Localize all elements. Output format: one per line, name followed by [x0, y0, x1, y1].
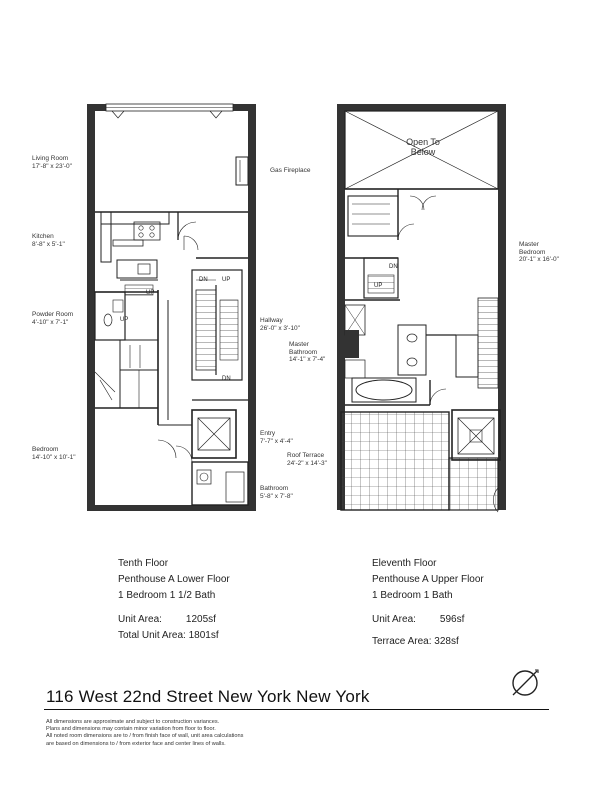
kitchen-label [32, 233, 65, 248]
powder-room-name: Powder Room [32, 311, 74, 318]
note-line-1: All dimensions are approximate and subject to construction variances. [46, 719, 220, 725]
eleventh-floor-info [372, 556, 484, 650]
eleventh-floor-title: Eleventh Floor [372, 558, 437, 569]
powder-room-label [32, 311, 73, 326]
master-bedroom-name: Master Bedroom [519, 241, 546, 256]
address-title: 116 West 22nd Street New York New York [46, 687, 370, 706]
kitchen-dim: 8'-8" x 5'-1" [32, 240, 65, 248]
note-line-2: Plans and dimensions may contain minor variation from floor to floor. [46, 726, 216, 733]
eleventh-floor-unit: Penthouse A Upper Floor [372, 574, 484, 585]
eleventh-unit-area-label: Unit Area: [372, 614, 416, 625]
stair-dn-label-2: DN [222, 376, 231, 382]
master-bathroom-dim: 14'-1" x 7'-4" [289, 356, 326, 363]
upper-stair-up-label: UP [374, 283, 383, 289]
entry-label [260, 430, 293, 445]
tenth-floor-title: Tenth Floor [118, 558, 169, 569]
bedroom-dim: 14'-10" x 10'-1" [32, 453, 76, 461]
tenth-floor-beds: 1 Bedroom 1 1/2 Bath [118, 590, 216, 601]
entry-dim: 7'-7" x 4'-4" [260, 437, 293, 445]
eleventh-floor-plan [337, 104, 506, 512]
note-line-4: are based on dimensions to / from exterior face and center lines of walls. [46, 740, 226, 747]
tenth-unit-area-label: Unit Area: [118, 614, 162, 625]
tenth-floor-info [118, 556, 230, 644]
tenth-floor-plan [87, 104, 256, 511]
living-room-label [32, 155, 72, 170]
master-bathroom-label [289, 341, 325, 364]
eleventh-floor-unit-area [372, 612, 484, 628]
tenth-floor-unit: Penthouse A Lower Floor [118, 574, 230, 585]
roof-terrace-name: Roof Terrace [287, 452, 325, 459]
roof-terrace-label [287, 452, 327, 467]
eleventh-unit-area-value: 596sf [439, 614, 465, 625]
tenth-total-area-label: Total Unit Area: [118, 630, 186, 641]
stair-dn-label-1: DN [199, 277, 208, 283]
gas-fireplace-label: Gas Fireplace [270, 167, 311, 174]
disclaimer-notes [46, 719, 243, 748]
eleventh-terrace-label: Terrace Area: [372, 636, 432, 647]
entry-name: Entry [260, 430, 276, 437]
bedroom-name: Bedroom [32, 446, 59, 453]
living-room-dim: 17'-8" x 23'-0" [32, 162, 72, 170]
stair-up-label-2: UP [146, 290, 155, 296]
bathroom-name: Bathroom [260, 485, 289, 492]
hallway-dim: 26'-0" x 3'-10" [260, 324, 300, 332]
living-room-name: Living Room [32, 155, 69, 162]
master-bedroom-label [519, 241, 559, 264]
divider-line [44, 709, 549, 710]
eleventh-terrace-value: 328sf [434, 636, 459, 647]
tenth-unit-area-value: 1205sf [185, 614, 216, 625]
open-to-below-label [398, 137, 448, 157]
hallway-label [260, 317, 300, 332]
tenth-floor-total-area [118, 628, 230, 644]
open-to-below-line1: Open To [406, 137, 440, 147]
stair-up-label-1: UP [222, 277, 231, 283]
open-to-below-line2: Below [410, 147, 436, 157]
bedroom-label [32, 446, 76, 461]
kitchen-name: Kitchen [32, 233, 54, 240]
eleventh-floor-beds: 1 Bedroom 1 Bath [372, 590, 453, 601]
upper-stair-dn-label: DN [389, 264, 398, 270]
roof-terrace-dim: 24'-2" x 14'-3" [287, 459, 327, 467]
master-bathroom-name: Master Bathroom [289, 341, 318, 356]
bathroom-label [260, 485, 293, 500]
master-bedroom-dim: 20'-1" x 16'-0" [519, 256, 559, 263]
bathroom-dim: 5'-8" x 7'-8" [260, 492, 293, 500]
hallway-name: Hallway [260, 317, 283, 324]
eleventh-floor-terrace-area [372, 634, 484, 650]
tenth-total-area-value: 1801sf [188, 630, 219, 641]
note-line-3: All noted room dimensions are to / from finish face of wall, unit area calculations [46, 733, 244, 740]
powder-room-dim: 4'-10" x 7'-1" [32, 318, 69, 326]
north-arrow-icon [509, 667, 541, 699]
stair-up-label-3: UP [120, 317, 129, 323]
tenth-floor-unit-area [118, 612, 230, 628]
